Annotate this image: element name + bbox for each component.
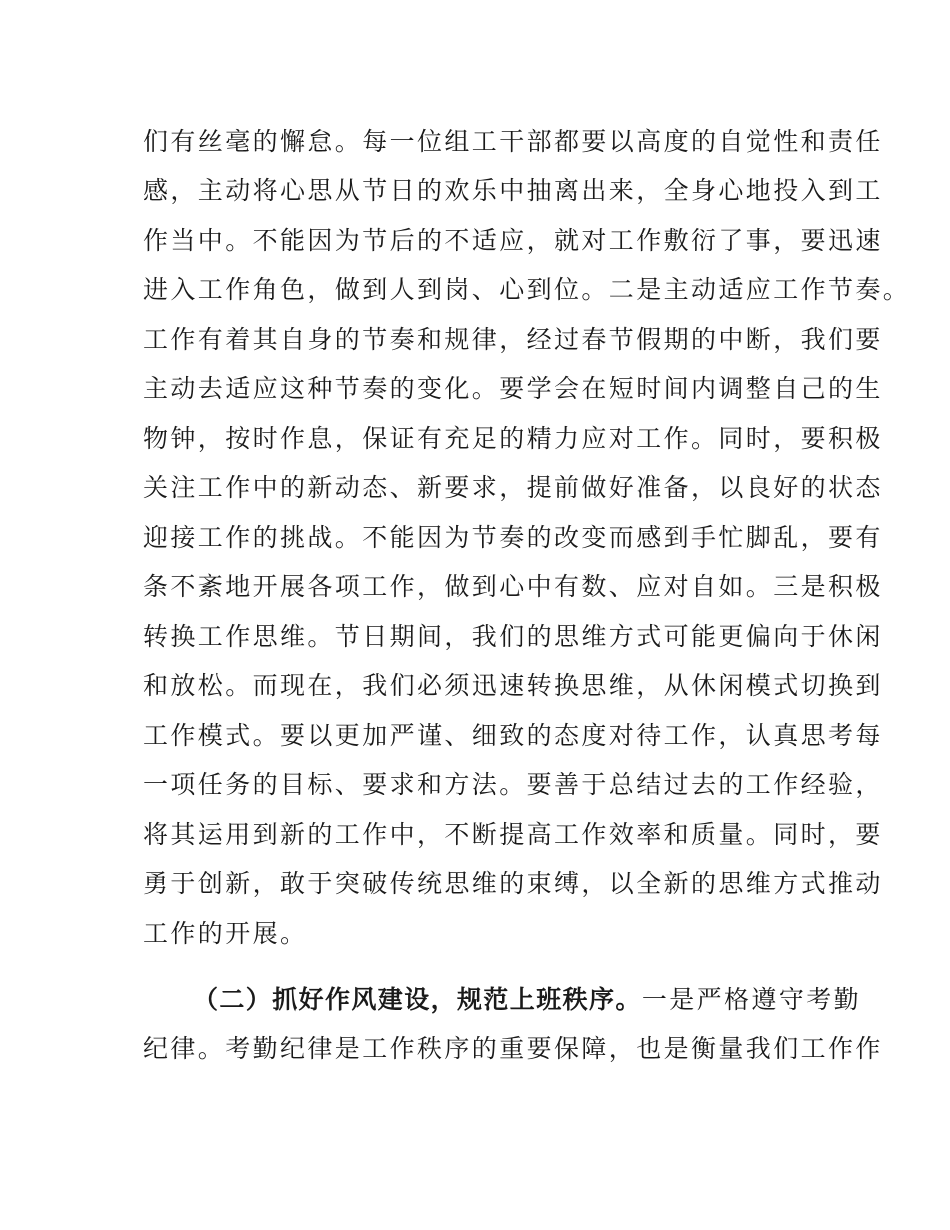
paragraph-line: 纪律。考勤纪律是工作秩序的重要保障，也是衡量我们工作作 xyxy=(143,1034,883,1063)
section-heading-line xyxy=(193,984,861,1016)
paragraph-line: 工作的开展。 xyxy=(143,919,308,948)
paragraph-line: 主动去适应这种节奏的变化。要学会在短时间内调整自己的生 xyxy=(143,374,883,403)
paragraph-line: 迎接工作的挑战。不能因为节奏的改变而感到手忙脚乱，要有 xyxy=(143,523,883,552)
paragraph-line: 条不紊地开展各项工作，做到心中有数、应对自如。三是积极 xyxy=(143,572,883,601)
paragraph-line: 进入工作角色，做到人到岗、心到位。二是主动适应工作节奏。 xyxy=(143,275,911,304)
paragraph-line: 物钟，按时作息，保证有充足的精力应对工作。同时，要积极 xyxy=(143,424,883,453)
section-heading-line-text: 一是严格遵守考勤 xyxy=(641,985,862,1014)
paragraph-line: 一项任务的目标、要求和方法。要善于总结过去的工作经验， xyxy=(143,770,883,799)
paragraph-line: 作当中。不能因为节后的不适应，就对工作敷衍了事，要迅速 xyxy=(143,226,883,255)
paragraph-line: 工作有着其自身的节奏和规律，经过春节假期的中断，我们要 xyxy=(143,325,883,354)
section-heading: （二）抓好作风建设，规范上班秩序。 xyxy=(193,985,642,1014)
paragraph-line: 和放松。而现在，我们必须迅速转换思维，从休闲模式切换到 xyxy=(143,671,883,700)
paragraph-line: 工作模式。要以更加严谨、细致的态度对待工作，认真思考每 xyxy=(143,721,883,750)
paragraph-line: 关注工作中的新动态、新要求，提前做好准备，以良好的状态 xyxy=(143,473,883,502)
paragraph-line: 感，主动将心思从节日的欢乐中抽离出来，全身心地投入到工 xyxy=(143,176,883,205)
paragraph-line: 转换工作思维。节日期间，我们的思维方式可能更偏向于休闲 xyxy=(143,622,883,651)
paragraph-line: 将其运用到新的工作中，不断提高工作效率和质量。同时，要 xyxy=(143,820,883,849)
paragraph-line: 勇于创新，敢于突破传统思维的束缚，以全新的思维方式推动 xyxy=(143,869,883,898)
paragraph-line: 们有丝毫的懈怠。每一位组工干部都要以高度的自觉性和责任 xyxy=(143,127,883,156)
